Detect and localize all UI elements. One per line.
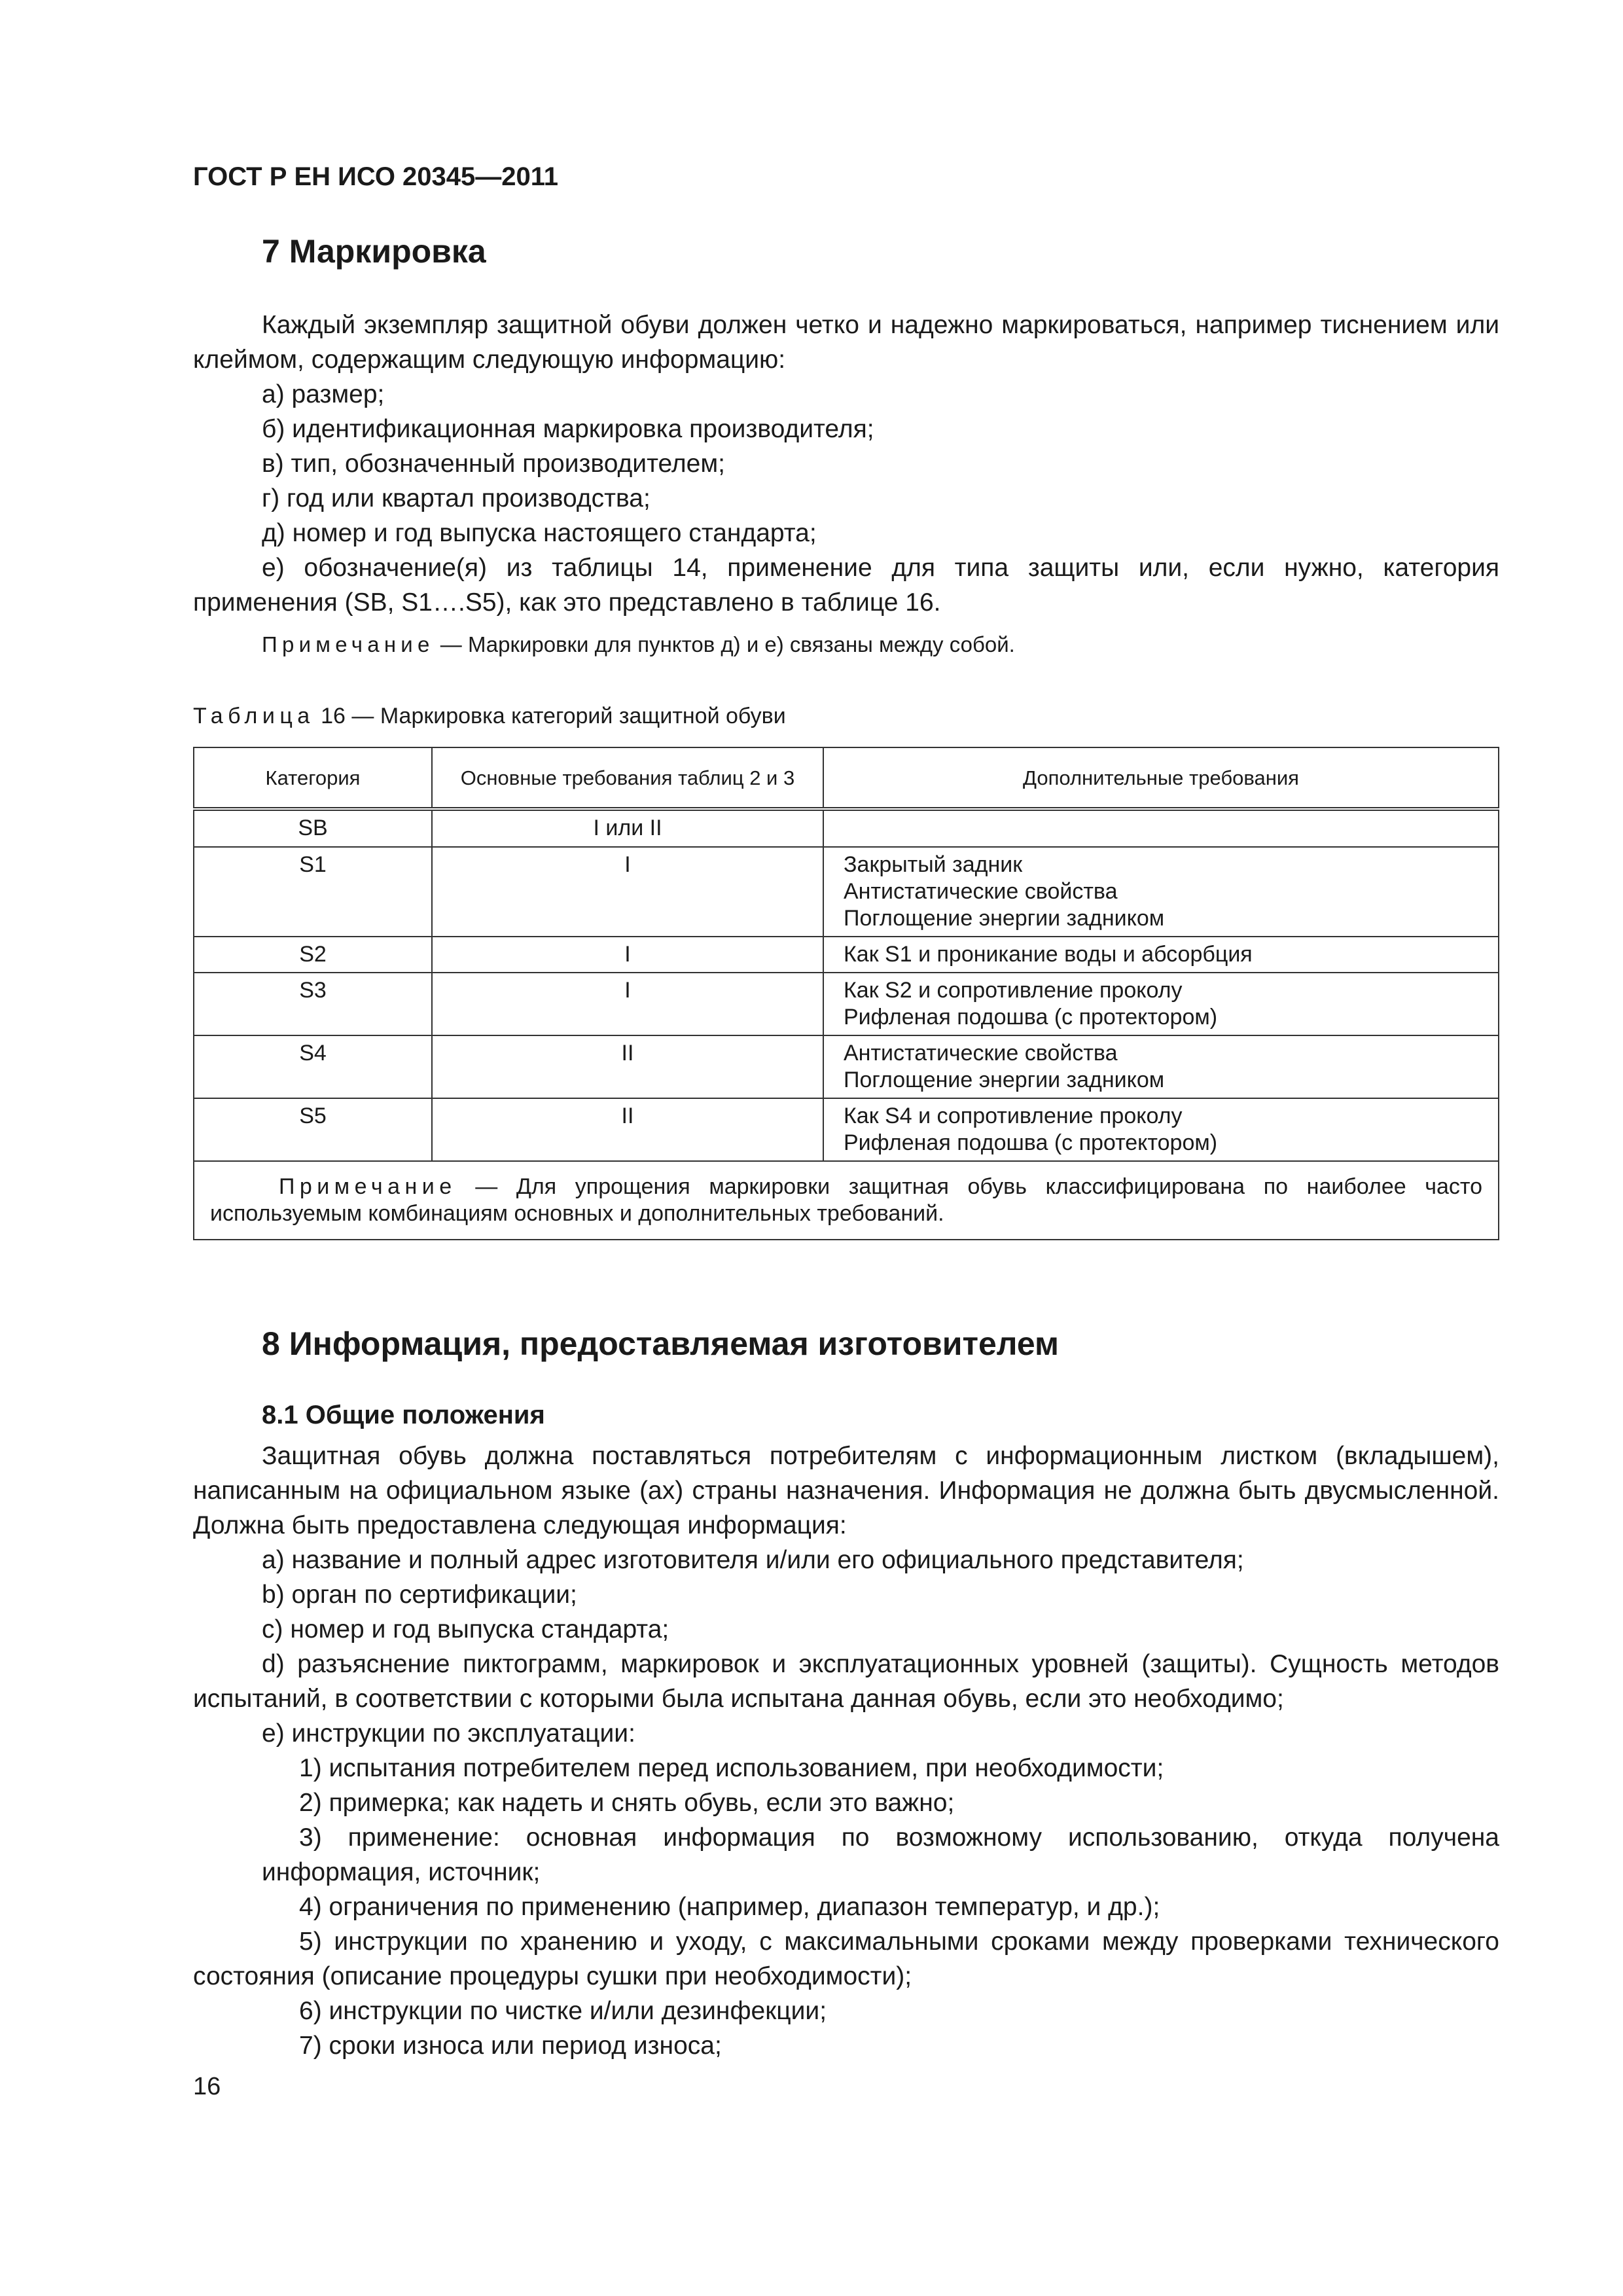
extra-line: Антистатические свойства xyxy=(844,879,1118,904)
category-cell: S3 xyxy=(194,973,432,1035)
sub-list-item: 2) примерка; как надеть и снять обувь, если это важно; xyxy=(299,1789,955,1817)
extra-cell xyxy=(823,1098,1499,1161)
page-number: 16 xyxy=(193,2073,221,2100)
section-7-body xyxy=(193,308,1499,660)
extra-cell xyxy=(823,973,1499,1035)
category-cell: S1 xyxy=(194,847,432,937)
note-text: — Маркировки для пунктов д) и е) связаны между собой. xyxy=(434,632,1015,656)
list-item: д) номер и год выпуска настоящего стандарта; xyxy=(262,519,817,547)
list-item: с) номер и год выпуска стандарта; xyxy=(262,1615,669,1643)
section-8-title: 8 Информация, предоставляемая изготовителем xyxy=(262,1325,1059,1362)
section-8-intro: Защитная обувь должна поставляться потребителям с информационным листком (вкладышем), написанным на официальном языке (ах) страны назначения. Информация не должна быть двусмысленной. Должна быть предоставлена следующая информация: xyxy=(193,1442,1499,1539)
category-cell: S4 xyxy=(194,1035,432,1098)
list-item: б) идентификационная маркировка производителя; xyxy=(262,415,874,443)
table-row xyxy=(194,1035,1499,1098)
table-row xyxy=(194,937,1499,973)
section-7-note xyxy=(193,629,1499,660)
requirement-cell: II xyxy=(432,1035,823,1098)
list-item: а) название и полный адрес изготовителя и/или его официального представителя; xyxy=(262,1546,1244,1574)
table-row xyxy=(194,847,1499,937)
sub-list-item: 4) ограничения по применению (например, диапазон температур, и др.); xyxy=(299,1893,1160,1921)
extra-line: Как S2 и сопротивление проколу xyxy=(844,978,1183,1003)
extra-line: Как S4 и сопротивление проколу xyxy=(844,1103,1183,1128)
extra-line: Поглощение энергии задником xyxy=(844,906,1165,931)
section-7-title: 7 Маркировка xyxy=(262,233,486,270)
list-item: г) год или квартал производства; xyxy=(262,484,651,512)
table-caption-label: Таблица xyxy=(193,704,315,728)
category-cell: SB xyxy=(194,809,432,847)
marking-table xyxy=(193,747,1499,1240)
column-header: Категория xyxy=(194,747,432,809)
requirement-cell: II xyxy=(432,1098,823,1161)
sub-list-item: 3) применение: основная информация по возможному использованию, откуда получена информация, источник; xyxy=(262,1823,1499,1886)
extra-line: Рифленая подошва (с протектором) xyxy=(844,1005,1218,1030)
list-item: d) разъяснение пиктограмм, маркировок и эксплуатационных уровней (защиты). Сущность методов испытаний, в соответствии с которыми была испытана данная обувь, если это необходимо; xyxy=(193,1650,1499,1713)
table-row xyxy=(194,809,1499,847)
note-label: Примечание xyxy=(279,1174,457,1199)
sub-list-item: 6) инструкции по чистке и/или дезинфекции; xyxy=(299,1997,827,2025)
table-row xyxy=(194,973,1499,1035)
section-8-1-title: 8.1 Общие положения xyxy=(262,1401,545,1429)
list-item: b) орган по сертификации; xyxy=(262,1581,577,1609)
table-caption xyxy=(193,704,786,729)
table-note-row xyxy=(194,1161,1499,1240)
requirement-cell: I или II xyxy=(432,809,823,847)
table-caption-text: 16 — Маркировка категорий защитной обуви xyxy=(314,704,786,728)
requirement-cell: I xyxy=(432,973,823,1035)
list-item: е) инструкции по эксплуатации: xyxy=(262,1719,635,1748)
document-header: ГОСТ Р ЕН ИСО 20345—2011 xyxy=(193,162,559,191)
category-cell: S5 xyxy=(194,1098,432,1161)
extra-cell xyxy=(823,937,1499,973)
category-cell: S2 xyxy=(194,937,432,973)
table-note xyxy=(194,1161,1499,1240)
extra-line: Антистатические свойства xyxy=(844,1041,1118,1066)
extra-cell xyxy=(823,1035,1499,1098)
extra-cell xyxy=(823,809,1499,847)
requirement-cell: I xyxy=(432,847,823,937)
list-item: в) тип, обозначенный производителем; xyxy=(262,450,725,478)
column-header: Основные требования таблиц 2 и 3 xyxy=(432,747,823,809)
note-label: Примечание xyxy=(262,632,435,656)
sub-list-item: 5) инструкции по хранению и уходу, с максимальными сроками между проверками технического состояния (описание процедуры сушки при необходимости); xyxy=(193,1928,1499,1990)
note-text: — Для упрощения маркировки защитная обувь классифицирована по наиболее часто используемым комбинациям основных и дополнительных требований. xyxy=(210,1174,1482,1226)
sub-list-item: 7) сроки износа или период износа; xyxy=(299,2032,722,2060)
section-8-body xyxy=(193,1439,1499,2063)
list-item: а) размер; xyxy=(262,380,385,408)
table-header-row xyxy=(194,747,1499,809)
extra-cell xyxy=(823,847,1499,937)
extra-line: Как S1 и проникание воды и абсорбция xyxy=(844,942,1253,967)
section-7-intro: Каждый экземпляр защитной обуви должен четко и надежно маркироваться, например тиснением или клеймом, содержащим следующую информацию: xyxy=(193,311,1499,374)
extra-line: Рифленая подошва (с протектором) xyxy=(844,1130,1218,1155)
table-row xyxy=(194,1098,1499,1161)
column-header: Дополнительные требования xyxy=(823,747,1499,809)
extra-line: Закрытый задник xyxy=(844,852,1023,877)
sub-list-item: 1) испытания потребителем перед использованием, при необходимости; xyxy=(299,1754,1164,1782)
list-item: е) обозначение(я) из таблицы 14, применение для типа защиты или, если нужно, категория применения (SB, S1….S5), как это представлено в таблице 16. xyxy=(193,554,1499,617)
extra-line: Поглощение энергии задником xyxy=(844,1067,1165,1092)
requirement-cell: I xyxy=(432,937,823,973)
